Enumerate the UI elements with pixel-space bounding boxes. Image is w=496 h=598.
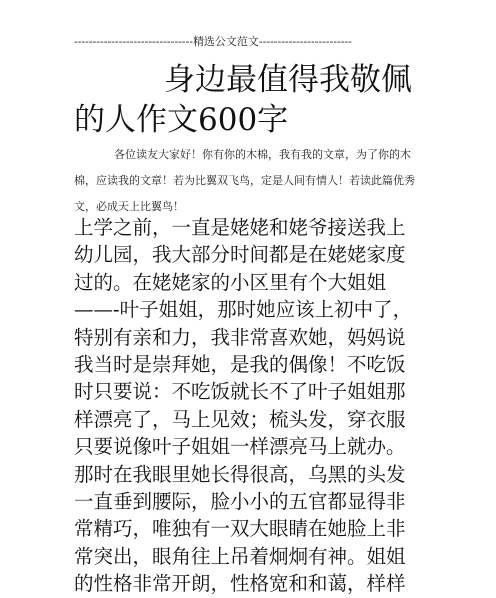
document-title — [74, 60, 434, 140]
body-paragraph: 上学之前，一直是姥姥和姥爷接送我上幼儿园，我大部分时间都是在姥姥家度过的。在姥姥家的小区里有个大姐姐——-叶子姐姐，那时她应该上初中了，特别有亲和力，我非常喜欢她，妈妈说我当时是崇拜她，是我的偶像！不吃饭时只要说：不吃饭就长不了叶子姐姐那样漂亮了，马上见效；梳头发，穿衣服只要说像叶子姐姐一样漂亮马上就办。那时在我眼里她长得很高，乌黑的头发一直垂到腰际，脸小小的五官都显得非常精巧，唯独有一双大眼睛在她脸上非常突出，眼角往上吊着炯炯有神。姐姐的性格非常开朗，性格宽和和蔼，样样 — [74, 216, 413, 596]
title-line-2: 的人作文600字 — [74, 102, 289, 138]
intro-paragraph: 各位读友大家好！你有你的木棉，我有我的文章，为了你的木棉，应读我的文章！若为比翼双飞鸟，定是人间有情人！若读此篇优秀文，必成天上比翼鸟！ — [74, 148, 415, 213]
title-line-1: 身边最值得我敬佩 — [164, 62, 412, 98]
page-header: --------------------------------精选公文范文------------------------- — [74, 35, 352, 48]
